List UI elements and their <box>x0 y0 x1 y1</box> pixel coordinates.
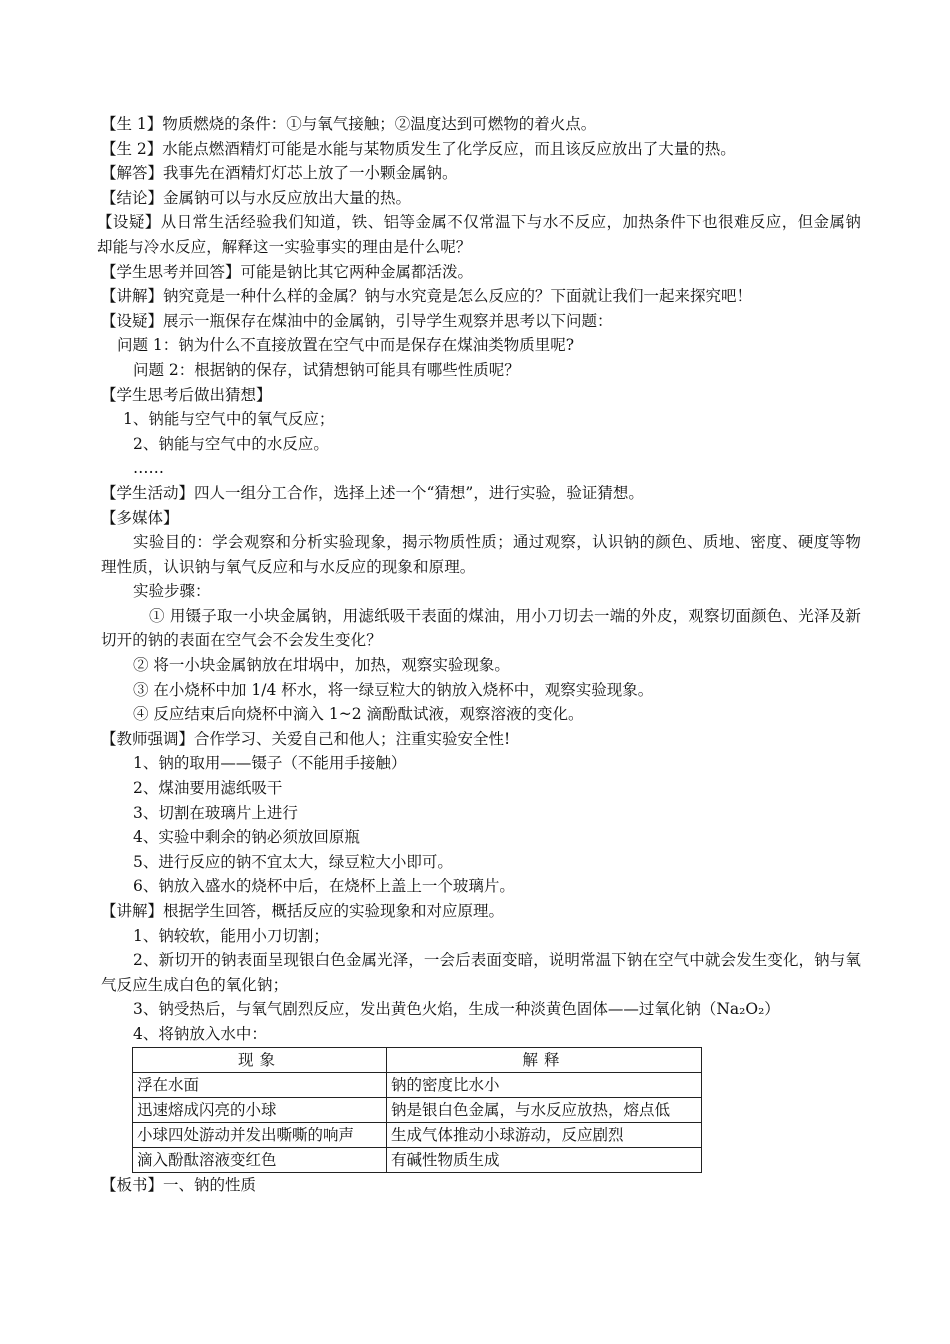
column-header-phenomenon: 现象 <box>133 1047 387 1072</box>
experiment-step-2: ② 将一小块金属钠放在坩埚中，加热，观察实验现象。 <box>133 656 510 675</box>
summary-item-1: 1、钠较软，能用小刀切割； <box>133 926 329 945</box>
question-setup-paragraph: 【设疑】展示一瓶保存在煤油中的金属钠，引导学生观察并思考以下问题： <box>101 311 613 330</box>
student-activity-paragraph: 【学生活动】四人一组分工合作，选择上述一个“猜想”，进行实验，验证猜想。 <box>101 483 644 502</box>
experiment-purpose: 实验目的：学会观察和分析实验现象，揭示物质性质；通过观察，认识钠的颜色、质地、密度、硬度等物理性质，认识钠与氧气反应和与水反应的现象和原理。 <box>101 533 861 576</box>
question-2: 问题 2：根据钠的保存，试猜想钠可能具有哪些性质呢？ <box>133 360 520 379</box>
safety-item-1: 1、钠的取用——镊子（不能用手接触） <box>133 754 407 773</box>
document-body <box>97 112 861 1197</box>
question-paragraph: 【设疑】从日常生活经验我们知道，铁、铝等金属不仅常温下与水不反应，加热条件下也很难反应，但金属钠却能与冷水反应，解释这一实验事实的理由是什么呢？ <box>97 213 861 256</box>
experiment-step-4: ④ 反应结束后向烧杯中滴入 1~2 滴酚酞试液，观察溶液的变化。 <box>133 705 584 724</box>
experiment-step-3: ③ 在小烧杯中加 1/4 杯水，将一绿豆粒大的钠放入烧杯中，观察实验现象。 <box>133 680 654 699</box>
safety-item-6: 6、钠放入盛水的烧杯中后，在烧杯上盖上一个玻璃片。 <box>133 877 515 896</box>
student-guess-heading: 【学生思考后做出猜想】 <box>101 385 272 404</box>
table-row <box>133 1147 702 1172</box>
experiment-steps-heading: 实验步骤： <box>133 582 211 601</box>
multimedia-heading: 【多媒体】 <box>101 508 179 527</box>
table-cell: 生成气体推动小球游动，反应剧烈 <box>387 1122 702 1147</box>
explanation-paragraph: 【讲解】钠究竟是一种什么样的金属？钠与水究竟是怎么反应的？下面就让我们一起来探究吧！ <box>101 287 753 306</box>
teacher-emphasis-heading: 【教师强调】合作学习、关爱自己和他人；注重实验安全性! <box>101 729 511 748</box>
answer-paragraph: 【解答】我事先在酒精灯灯芯上放了一小颗金属钠。 <box>101 164 458 183</box>
experiment-step-1: ① 用镊子取一小块金属钠，用滤纸吸干表面的煤油，用小刀切去一端的外皮，观察切面颜色、光泽及新切开的钠的表面在空气会不会发生变化？ <box>101 606 861 650</box>
table-row <box>133 1072 702 1097</box>
table-cell: 有碱性物质生成 <box>387 1147 702 1172</box>
observation-table <box>132 1047 702 1173</box>
conclusion-paragraph: 【结论】金属钠可以与水反应放出大量的热。 <box>101 188 412 207</box>
ellipsis: …… <box>133 459 164 478</box>
guess-1: 1、钠能与空气中的氧气反应； <box>123 410 335 429</box>
table-cell: 钠是银白色金属，与水反应放热，熔点低 <box>387 1097 702 1122</box>
table-cell: 钠的密度比水小 <box>387 1072 702 1097</box>
table-cell: 浮在水面 <box>133 1072 387 1097</box>
column-header-explanation: 解释 <box>387 1047 702 1072</box>
table-row <box>133 1097 702 1122</box>
summary-explanation-heading: 【讲解】根据学生回答，概括反应的实验现象和对应原理。 <box>101 902 505 920</box>
summary-item-3: 3、钠受热后，与氧气剧烈反应，发出黄色火焰，生成一种淡黄色固体——过氧化钠（Na₂O₂） <box>133 1000 780 1019</box>
safety-item-2: 2、煤油要用滤纸吸干 <box>133 779 283 798</box>
guess-2: 2、钠能与空气中的水反应。 <box>133 434 329 453</box>
safety-item-3: 3、切割在玻璃片上进行 <box>133 803 298 822</box>
table-row <box>133 1122 702 1147</box>
table-cell: 滴入酚酞溶液变红色 <box>133 1147 387 1172</box>
blackboard-heading: 【板书】一、钠的性质 <box>101 1175 257 1194</box>
student-thinking-answer: 【学生思考并回答】可能是钠比其它两种金属都活泼。 <box>101 262 474 281</box>
question-1: 问题 1：钠为什么不直接放置在空气中而是保存在煤油类物质里呢? <box>117 336 575 355</box>
safety-item-5: 5、进行反应的钠不宜太大，绿豆粒大小即可。 <box>133 852 453 871</box>
table-cell: 迅速熔成闪亮的小球 <box>133 1097 387 1122</box>
summary-item-4: 4、将钠放入水中： <box>133 1024 267 1043</box>
table-header-row <box>133 1047 702 1072</box>
student-2-answer: 【生 2】水能点燃酒精灯可能是水能与某物质发生了化学反应，而且该反应放出了大量的热。 <box>101 139 736 158</box>
table-cell: 小球四处游动并发出嘶嘶的响声 <box>133 1122 387 1147</box>
summary-item-2: 2、新切开的钠表面呈现银白色金属光泽，一会后表面变暗，说明常温下钠在空气中就会发生变化，钠与氧气反应生成白色的氧化钠； <box>101 951 861 994</box>
student-1-answer: 【生 1】物质燃烧的条件：①与氧气接触；②温度达到可燃物的着火点。 <box>101 115 597 133</box>
safety-item-4: 4、实验中剩余的钠必须放回原瓶 <box>133 828 360 847</box>
